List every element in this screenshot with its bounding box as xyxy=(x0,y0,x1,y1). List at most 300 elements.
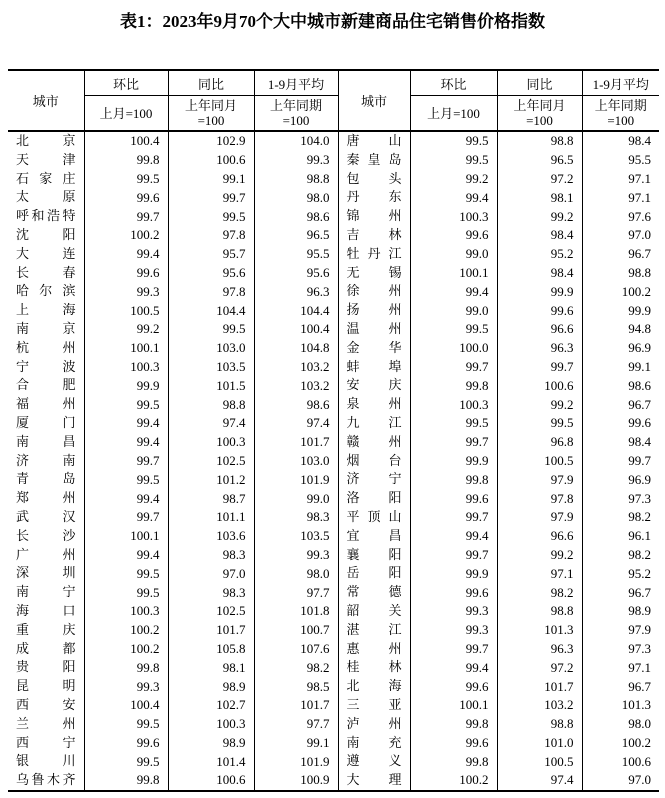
table-row xyxy=(8,621,659,640)
header-avg-base-line2: =100 xyxy=(282,113,310,128)
yoy-value-left: 98.9 xyxy=(168,734,254,753)
header-avg-left: 1-9月平均 xyxy=(254,70,338,96)
avg-value-left: 96.5 xyxy=(254,226,338,245)
avg-value-right: 100.2 xyxy=(582,734,659,753)
mom-value-left: 99.3 xyxy=(84,282,168,301)
yoy-value-right: 97.2 xyxy=(497,658,582,677)
table-row xyxy=(8,583,659,602)
yoy-value-left: 102.5 xyxy=(168,602,254,621)
city-name: 海 口 xyxy=(16,602,76,618)
mom-value-right: 99.4 xyxy=(410,527,497,546)
city-name: 襄 阳 xyxy=(346,546,402,562)
mom-value-left: 100.3 xyxy=(84,602,168,621)
yoy-value-left: 99.7 xyxy=(168,188,254,207)
mom-value-right: 99.2 xyxy=(410,170,497,189)
mom-value-left: 99.2 xyxy=(84,320,168,339)
yoy-value-left: 103.0 xyxy=(168,339,254,358)
table-row xyxy=(8,395,659,414)
table-row xyxy=(8,677,659,696)
city-name: 吉 林 xyxy=(346,226,402,242)
city-cell-left xyxy=(8,640,84,659)
avg-value-left: 101.7 xyxy=(254,433,338,452)
avg-value-right: 94.8 xyxy=(582,320,659,339)
yoy-value-right: 98.8 xyxy=(497,602,582,621)
city-name: 桂 林 xyxy=(346,659,402,675)
yoy-value-left: 100.3 xyxy=(168,715,254,734)
avg-value-left: 98.3 xyxy=(254,508,338,527)
table-row xyxy=(8,489,659,508)
avg-value-left: 98.0 xyxy=(254,188,338,207)
mom-value-right: 99.8 xyxy=(410,376,497,395)
city-cell-right xyxy=(338,339,410,358)
city-name: 济 宁 xyxy=(346,471,402,487)
city-cell-right xyxy=(338,320,410,339)
city-cell-left xyxy=(8,658,84,677)
city-name: 北 京 xyxy=(16,133,76,148)
city-cell-left xyxy=(8,564,84,583)
mom-value-right: 99.5 xyxy=(410,320,497,339)
mom-value-left: 99.7 xyxy=(84,207,168,226)
mom-value-right: 99.7 xyxy=(410,433,497,452)
yoy-value-right: 96.6 xyxy=(497,320,582,339)
table-row xyxy=(8,771,659,791)
mom-value-right: 99.4 xyxy=(410,188,497,207)
city-name: 呼 和 浩 特 xyxy=(16,208,76,224)
city-cell-left xyxy=(8,395,84,414)
yoy-value-left: 101.2 xyxy=(168,470,254,489)
city-name: 沈 阳 xyxy=(16,226,76,242)
yoy-value-right: 97.8 xyxy=(497,489,582,508)
yoy-value-right: 99.7 xyxy=(497,358,582,377)
avg-value-right: 97.1 xyxy=(582,658,659,677)
city-name: 安 庆 xyxy=(346,377,402,393)
yoy-value-right: 99.9 xyxy=(497,282,582,301)
mom-value-right: 99.5 xyxy=(410,414,497,433)
yoy-value-left: 98.7 xyxy=(168,489,254,508)
yoy-value-right: 97.1 xyxy=(497,564,582,583)
avg-value-left: 96.3 xyxy=(254,282,338,301)
header-yoy-base-right: 上年同月 =100 xyxy=(497,96,582,132)
table-row xyxy=(8,131,659,151)
mom-value-right: 99.9 xyxy=(410,564,497,583)
avg-value-left: 103.5 xyxy=(254,527,338,546)
avg-value-left: 99.3 xyxy=(254,151,338,170)
city-cell-left xyxy=(8,677,84,696)
city-name: 成 都 xyxy=(16,640,76,656)
city-name: 无 锡 xyxy=(346,264,402,280)
city-cell-left xyxy=(8,583,84,602)
yoy-value-left: 103.6 xyxy=(168,527,254,546)
avg-value-left: 97.7 xyxy=(254,583,338,602)
mom-value-left: 99.5 xyxy=(84,564,168,583)
mom-value-left: 99.3 xyxy=(84,677,168,696)
yoy-value-right: 97.9 xyxy=(497,508,582,527)
city-cell-left xyxy=(8,414,84,433)
price-index-table xyxy=(8,69,659,792)
mom-value-left: 99.6 xyxy=(84,188,168,207)
avg-value-left: 98.6 xyxy=(254,207,338,226)
mom-value-left: 99.5 xyxy=(84,715,168,734)
yoy-value-left: 95.6 xyxy=(168,264,254,283)
yoy-value-left: 101.5 xyxy=(168,376,254,395)
yoy-value-left: 100.6 xyxy=(168,151,254,170)
city-name: 郑 州 xyxy=(16,490,76,506)
city-name: 长 春 xyxy=(16,264,76,280)
city-name: 三 亚 xyxy=(346,696,402,712)
avg-value-left: 97.4 xyxy=(254,414,338,433)
city-cell-left xyxy=(8,358,84,377)
table-row xyxy=(8,602,659,621)
city-cell-left xyxy=(8,433,84,452)
mom-value-right: 99.7 xyxy=(410,508,497,527)
city-name: 宁 波 xyxy=(16,358,76,374)
yoy-value-left: 98.8 xyxy=(168,395,254,414)
city-name: 银 川 xyxy=(16,753,76,769)
yoy-value-right: 96.3 xyxy=(497,640,582,659)
city-name: 平 顶 山 xyxy=(346,508,402,524)
table-row xyxy=(8,226,659,245)
city-cell-right xyxy=(338,470,410,489)
city-name: 广 州 xyxy=(16,546,76,562)
city-cell-right xyxy=(338,264,410,283)
city-cell-right xyxy=(338,771,410,791)
avg-value-left: 101.7 xyxy=(254,696,338,715)
city-cell-right xyxy=(338,282,410,301)
city-name: 秦 皇 岛 xyxy=(346,151,402,167)
avg-value-right: 97.1 xyxy=(582,188,659,207)
table-row xyxy=(8,282,659,301)
mom-value-right: 99.8 xyxy=(410,470,497,489)
city-cell-right xyxy=(338,207,410,226)
avg-value-right: 98.8 xyxy=(582,264,659,283)
avg-value-right: 97.9 xyxy=(582,621,659,640)
avg-value-right: 99.7 xyxy=(582,452,659,471)
table-row xyxy=(8,151,659,170)
table-row xyxy=(8,470,659,489)
mom-value-left: 100.5 xyxy=(84,301,168,320)
city-name: 宜 昌 xyxy=(346,527,402,543)
city-name: 武 汉 xyxy=(16,508,76,524)
mom-value-left: 99.6 xyxy=(84,264,168,283)
avg-value-right: 98.4 xyxy=(582,433,659,452)
yoy-value-left: 98.9 xyxy=(168,677,254,696)
yoy-value-left: 97.8 xyxy=(168,282,254,301)
city-cell-left xyxy=(8,320,84,339)
city-cell-right xyxy=(338,395,410,414)
yoy-value-right: 98.2 xyxy=(497,583,582,602)
avg-value-left: 99.3 xyxy=(254,546,338,565)
yoy-value-right: 100.6 xyxy=(497,376,582,395)
header-avg-base-right: 上年同期 =100 xyxy=(582,96,659,132)
yoy-value-right: 99.2 xyxy=(497,207,582,226)
avg-value-left: 98.2 xyxy=(254,658,338,677)
avg-value-left: 100.9 xyxy=(254,771,338,791)
yoy-value-left: 101.7 xyxy=(168,621,254,640)
yoy-value-left: 105.8 xyxy=(168,640,254,659)
avg-value-right: 96.7 xyxy=(582,583,659,602)
avg-value-right: 96.7 xyxy=(582,245,659,264)
header-avg-base-line1: 上年同期 xyxy=(269,98,322,113)
avg-value-left: 98.0 xyxy=(254,564,338,583)
mom-value-left: 99.7 xyxy=(84,452,168,471)
table-row xyxy=(8,414,659,433)
yoy-value-right: 96.8 xyxy=(497,433,582,452)
yoy-value-right: 101.7 xyxy=(497,677,582,696)
mom-value-right: 99.8 xyxy=(410,752,497,771)
header-yoy-base-line1: 上年同月 xyxy=(184,98,237,113)
yoy-value-right: 101.0 xyxy=(497,734,582,753)
avg-value-right: 96.7 xyxy=(582,677,659,696)
city-name: 南 昌 xyxy=(16,433,76,449)
avg-value-left: 100.7 xyxy=(254,621,338,640)
city-cell-left xyxy=(8,376,84,395)
mom-value-left: 100.4 xyxy=(84,131,168,151)
avg-value-right: 100.2 xyxy=(582,282,659,301)
avg-value-right: 97.0 xyxy=(582,771,659,791)
yoy-value-left: 101.1 xyxy=(168,508,254,527)
mom-value-left: 99.9 xyxy=(84,376,168,395)
table-row xyxy=(8,188,659,207)
avg-value-right: 96.7 xyxy=(582,395,659,414)
city-cell-right xyxy=(338,376,410,395)
city-name: 烟 台 xyxy=(346,452,402,468)
city-name: 哈 尔 滨 xyxy=(16,283,76,299)
city-name: 牡 丹 江 xyxy=(346,245,402,261)
mom-value-right: 99.6 xyxy=(410,734,497,753)
city-name: 蚌 埠 xyxy=(346,358,402,374)
yoy-value-right: 97.9 xyxy=(497,470,582,489)
city-cell-left xyxy=(8,452,84,471)
header-avg-base-left xyxy=(254,96,338,132)
city-cell-right xyxy=(338,452,410,471)
mom-value-right: 99.8 xyxy=(410,715,497,734)
city-cell-right xyxy=(338,696,410,715)
avg-value-left: 103.0 xyxy=(254,452,338,471)
mom-value-right: 100.1 xyxy=(410,264,497,283)
mom-value-right: 100.1 xyxy=(410,696,497,715)
yoy-value-left: 100.6 xyxy=(168,771,254,791)
city-name: 南 京 xyxy=(16,320,76,336)
city-cell-left xyxy=(8,752,84,771)
city-name: 常 德 xyxy=(346,584,402,600)
city-name: 金 华 xyxy=(346,339,402,355)
mom-value-right: 99.3 xyxy=(410,621,497,640)
mom-value-left: 100.1 xyxy=(84,527,168,546)
avg-value-left: 103.2 xyxy=(254,358,338,377)
avg-value-right: 96.9 xyxy=(582,339,659,358)
city-cell-left xyxy=(8,301,84,320)
table-row xyxy=(8,264,659,283)
table-row xyxy=(8,696,659,715)
city-name: 韶 关 xyxy=(346,602,402,618)
mom-value-left: 99.5 xyxy=(84,583,168,602)
avg-value-right: 97.0 xyxy=(582,226,659,245)
yoy-value-right: 96.6 xyxy=(497,527,582,546)
page-title: 表1：2023年9月70个大中城市新建商品住宅销售价格指数 xyxy=(120,12,545,31)
yoy-value-right: 98.8 xyxy=(497,715,582,734)
city-cell-left xyxy=(8,715,84,734)
mom-value-left: 99.4 xyxy=(84,414,168,433)
header-avg-right: 1-9月平均 xyxy=(582,70,659,96)
mom-value-right: 99.4 xyxy=(410,658,497,677)
avg-value-right: 98.2 xyxy=(582,546,659,565)
city-cell-right xyxy=(338,640,410,659)
yoy-value-left: 98.3 xyxy=(168,583,254,602)
header-yoy-right: 同比 xyxy=(497,70,582,96)
table-row xyxy=(8,546,659,565)
city-name: 福 州 xyxy=(16,396,76,412)
table-row xyxy=(8,320,659,339)
city-cell-right xyxy=(338,245,410,264)
city-cell-left xyxy=(8,527,84,546)
table-row xyxy=(8,358,659,377)
yoy-value-right: 101.3 xyxy=(497,621,582,640)
city-cell-left xyxy=(8,226,84,245)
mom-value-right: 99.6 xyxy=(410,226,497,245)
city-name: 锦 州 xyxy=(346,208,402,224)
avg-value-left: 100.4 xyxy=(254,320,338,339)
mom-value-left: 99.5 xyxy=(84,752,168,771)
city-cell-right xyxy=(338,301,410,320)
avg-value-left: 107.6 xyxy=(254,640,338,659)
city-cell-left xyxy=(8,771,84,791)
table-header xyxy=(8,70,659,131)
city-cell-right xyxy=(338,508,410,527)
yoy-value-right: 98.4 xyxy=(497,226,582,245)
city-cell-right xyxy=(338,226,410,245)
mom-value-left: 99.4 xyxy=(84,546,168,565)
avg-value-left: 101.9 xyxy=(254,752,338,771)
yoy-value-right: 96.3 xyxy=(497,339,582,358)
city-name: 南 宁 xyxy=(16,584,76,600)
city-cell-left xyxy=(8,546,84,565)
table-body xyxy=(8,131,659,791)
city-name: 兰 州 xyxy=(16,715,76,731)
city-name: 贵 阳 xyxy=(16,659,76,675)
avg-value-left: 98.6 xyxy=(254,395,338,414)
avg-value-right: 98.4 xyxy=(582,131,659,151)
avg-value-left: 104.0 xyxy=(254,131,338,151)
avg-value-left: 97.7 xyxy=(254,715,338,734)
city-name: 泉 州 xyxy=(346,396,402,412)
city-cell-left xyxy=(8,489,84,508)
avg-value-right: 97.6 xyxy=(582,207,659,226)
city-name: 徐 州 xyxy=(346,283,402,299)
yoy-value-left: 104.4 xyxy=(168,301,254,320)
mom-value-left: 99.4 xyxy=(84,489,168,508)
city-name: 长 沙 xyxy=(16,527,76,543)
city-name: 泸 州 xyxy=(346,715,402,731)
city-cell-right xyxy=(338,752,410,771)
avg-value-left: 99.1 xyxy=(254,734,338,753)
yoy-value-right: 99.2 xyxy=(497,395,582,414)
mom-value-left: 100.2 xyxy=(84,640,168,659)
mom-value-right: 99.0 xyxy=(410,301,497,320)
mom-value-right: 99.7 xyxy=(410,358,497,377)
avg-value-right: 95.2 xyxy=(582,564,659,583)
avg-value-right: 97.3 xyxy=(582,640,659,659)
mom-value-left: 99.5 xyxy=(84,170,168,189)
city-cell-right xyxy=(338,583,410,602)
yoy-value-right: 97.2 xyxy=(497,170,582,189)
mom-value-left: 100.2 xyxy=(84,226,168,245)
table-row xyxy=(8,527,659,546)
city-name: 九 江 xyxy=(346,414,402,430)
city-name: 天 津 xyxy=(16,151,76,167)
avg-value-right: 98.6 xyxy=(582,376,659,395)
table-row xyxy=(8,207,659,226)
city-cell-right xyxy=(338,564,410,583)
yoy-value-left: 102.5 xyxy=(168,452,254,471)
mom-value-right: 100.3 xyxy=(410,207,497,226)
city-cell-right xyxy=(338,527,410,546)
table-row xyxy=(8,301,659,320)
table-row xyxy=(8,170,659,189)
mom-value-left: 99.8 xyxy=(84,771,168,791)
city-cell-left xyxy=(8,264,84,283)
mom-value-left: 99.8 xyxy=(84,658,168,677)
avg-value-left: 95.5 xyxy=(254,245,338,264)
mom-value-right: 100.0 xyxy=(410,339,497,358)
yoy-value-left: 98.1 xyxy=(168,658,254,677)
yoy-value-left: 103.5 xyxy=(168,358,254,377)
yoy-value-right: 99.6 xyxy=(497,301,582,320)
yoy-value-right: 96.5 xyxy=(497,151,582,170)
city-cell-right xyxy=(338,489,410,508)
city-name: 西 安 xyxy=(16,696,76,712)
mom-value-left: 99.8 xyxy=(84,151,168,170)
avg-value-left: 98.8 xyxy=(254,170,338,189)
yoy-value-left: 99.5 xyxy=(168,207,254,226)
avg-value-right: 95.5 xyxy=(582,151,659,170)
table-row xyxy=(8,715,659,734)
city-cell-left xyxy=(8,188,84,207)
yoy-value-right: 98.4 xyxy=(497,264,582,283)
city-cell-left xyxy=(8,621,84,640)
city-cell-left xyxy=(8,508,84,527)
table-row xyxy=(8,433,659,452)
avg-value-left: 101.9 xyxy=(254,470,338,489)
yoy-value-right: 103.2 xyxy=(497,696,582,715)
yoy-value-left: 97.8 xyxy=(168,226,254,245)
mom-value-left: 100.3 xyxy=(84,358,168,377)
avg-value-left: 104.4 xyxy=(254,301,338,320)
mom-value-left: 99.5 xyxy=(84,395,168,414)
city-cell-right xyxy=(338,358,410,377)
city-name: 赣 州 xyxy=(346,433,402,449)
city-name: 合 肥 xyxy=(16,377,76,393)
mom-value-right: 99.6 xyxy=(410,583,497,602)
city-name: 扬 州 xyxy=(346,302,402,318)
yoy-value-right: 98.1 xyxy=(497,188,582,207)
avg-value-left: 99.0 xyxy=(254,489,338,508)
table-row xyxy=(8,245,659,264)
mom-value-right: 100.3 xyxy=(410,395,497,414)
city-cell-left xyxy=(8,151,84,170)
mom-value-left: 99.6 xyxy=(84,734,168,753)
city-cell-left xyxy=(8,339,84,358)
city-name: 重 庆 xyxy=(16,621,76,637)
mom-value-left: 99.4 xyxy=(84,433,168,452)
city-name: 洛 阳 xyxy=(346,490,402,506)
avg-value-right: 98.2 xyxy=(582,508,659,527)
city-name: 深 圳 xyxy=(16,565,76,581)
city-cell-right xyxy=(338,414,410,433)
city-cell-right xyxy=(338,131,410,151)
mom-value-right: 99.7 xyxy=(410,640,497,659)
yoy-value-right: 95.2 xyxy=(497,245,582,264)
mom-value-right: 100.2 xyxy=(410,771,497,791)
